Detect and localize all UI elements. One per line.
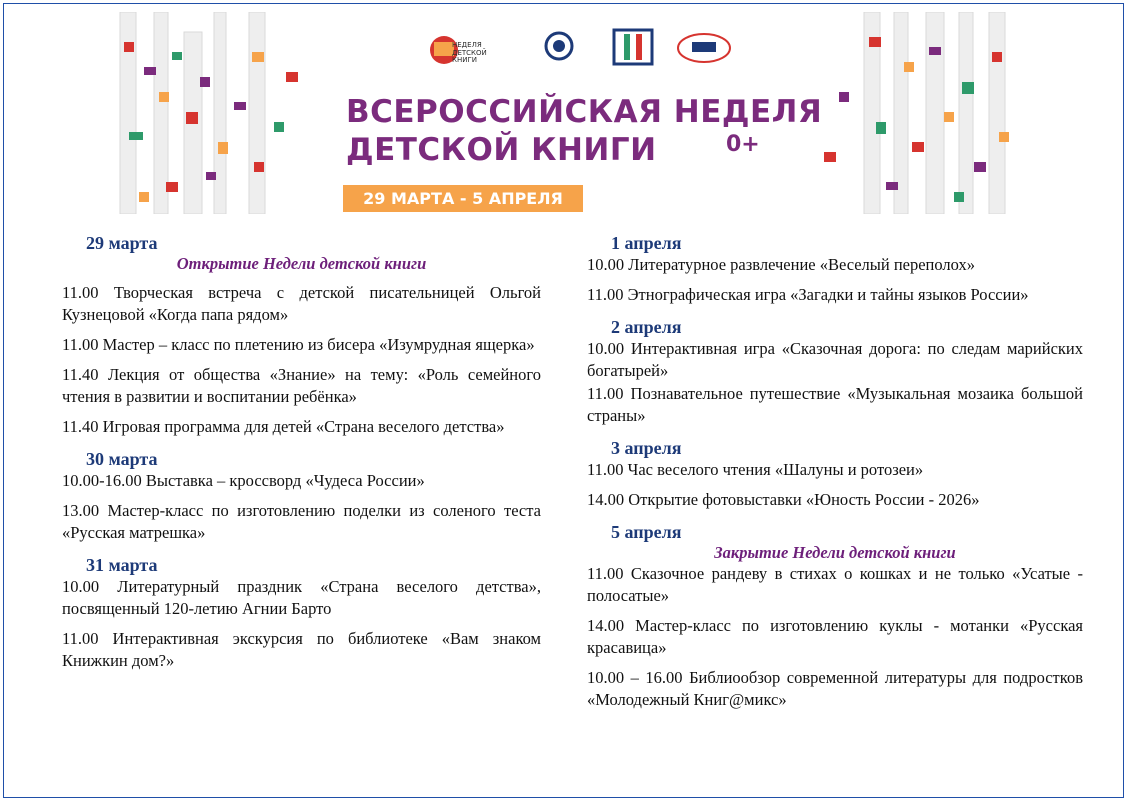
event-item: 10.00 Литературное развлечение «Веселый переполох» bbox=[587, 255, 975, 274]
event-item: 13.00 Мастер-класс по изготовлению поделки из соленого теста «Русская матрешка» bbox=[62, 501, 541, 542]
event-item: 10.00-16.00 Выставка – кроссворд «Чудеса России» bbox=[62, 471, 425, 490]
day-block bbox=[587, 437, 1083, 511]
event-item: 11.40 Лекция от общества «Знание» на тему: «Роль семейного чтения в развитии и воспитании ребёнка» bbox=[62, 365, 541, 406]
event-item: 11.00 Мастер – класс по плетению из бисера «Изумрудная ящерка» bbox=[62, 335, 535, 354]
special-event-heading: Открытие Недели детской книги bbox=[176, 254, 427, 273]
event-item: 11.40 Игровая программа для детей «Страна веселого детства» bbox=[62, 417, 505, 436]
day-heading: 3 апреля bbox=[611, 438, 682, 458]
event-item: 10.00 – 16.00 Библиообзор современной литературы для подростков «Молодежный Книг@микс» bbox=[587, 668, 1083, 709]
day-heading: 30 марта bbox=[86, 449, 158, 469]
event-item: 14.00 Мастер-класс по изготовлению куклы - мотанки «Русская красавица» bbox=[587, 616, 1083, 657]
day-heading: 5 апреля bbox=[611, 522, 682, 542]
day-heading: 31 марта bbox=[86, 555, 158, 575]
special-event-heading: Закрытие Недели детской книги bbox=[714, 543, 956, 562]
banner-title-line1: ВСЕРОССИЙСКАЯ НЕДЕЛЯ bbox=[346, 94, 823, 130]
event-item: 11.00 Интерактивная экскурсия по библиотеке «Вам знаком Книжкин дом?» bbox=[62, 629, 541, 670]
schedule-left-column bbox=[62, 232, 541, 680]
schedule-right-column bbox=[587, 232, 1083, 719]
day-heading: 1 апреля bbox=[611, 233, 682, 253]
event-item: 14.00 Открытие фотовыставки «Юность России - 2026» bbox=[587, 490, 980, 509]
day-block bbox=[587, 316, 1083, 427]
day-block bbox=[62, 448, 541, 544]
event-item: 10.00 Литературный праздник «Страна веселого детства», посвященный 120-летию Агнии Барто bbox=[62, 577, 541, 618]
rgdb-logo-icon bbox=[614, 30, 652, 64]
day-block bbox=[587, 232, 1083, 306]
banner-title-line2: ДЕТСКОЙ КНИГИ bbox=[346, 132, 657, 168]
banner bbox=[114, 12, 1015, 214]
library-logo-icon bbox=[678, 34, 730, 62]
day-block bbox=[587, 521, 1083, 711]
event-item: 11.00 Творческая встреча с детской писательницей Ольгой Кузнецовой «Когда папа рядом» bbox=[62, 283, 541, 324]
event-item: 11.00 Час веселого чтения «Шалуны и ротозеи» bbox=[587, 460, 924, 479]
logo-nedelya-label: НЕДЕЛЯ ДЕТСКОЙ КНИГИ bbox=[452, 41, 487, 64]
day-block bbox=[62, 232, 541, 438]
event-item: 10.00 Интерактивная игра «Сказочная дорога: по следам марийских богатырей» bbox=[587, 339, 1083, 380]
event-item: 11.00 Познавательное путешествие «Музыкальная мозаика большой страны» bbox=[587, 384, 1083, 425]
day-block bbox=[62, 554, 541, 672]
day-heading: 29 марта bbox=[86, 233, 158, 253]
event-dates: 29 МАРТА - 5 АПРЕЛЯ bbox=[343, 185, 583, 212]
ministry-emblem-icon bbox=[546, 33, 572, 59]
event-item: 11.00 Этнографическая игра «Загадки и тайны языков России» bbox=[587, 285, 1029, 304]
age-rating: 0+ bbox=[726, 132, 760, 157]
day-heading: 2 апреля bbox=[611, 317, 682, 337]
event-item: 11.00 Сказочное рандеву в стихах о кошках и не только «Усатые - полосатые» bbox=[587, 564, 1083, 605]
